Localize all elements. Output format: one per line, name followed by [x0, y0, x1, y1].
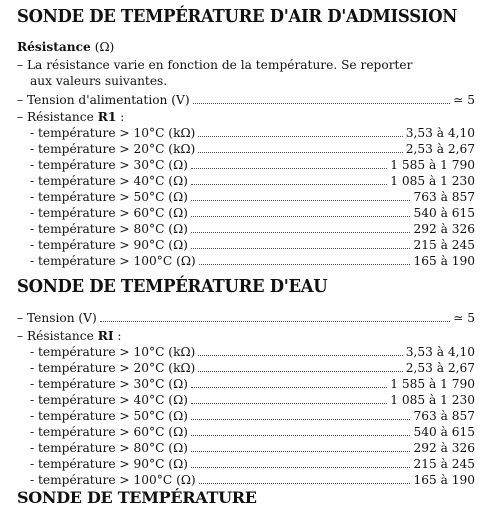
leader-dots [191, 451, 411, 452]
table-row [30, 141, 475, 157]
row-value: 3,53 à 4,10 [405, 345, 475, 359]
row-value: 1 085 à 1 230 [390, 174, 475, 188]
row-label: - température > 100°C (Ω) [30, 254, 196, 268]
r1-heading-bold: R1 [97, 110, 117, 124]
leader-dots [191, 403, 387, 404]
leader-dots [199, 264, 411, 265]
table-row [30, 125, 475, 141]
leader-dots [191, 467, 411, 468]
row-label: - température > 20°C (kΩ) [30, 142, 196, 156]
table-row [30, 237, 475, 253]
leader-dots [191, 168, 387, 169]
row-value: 540 à 615 [413, 425, 475, 439]
table-row [30, 189, 475, 205]
table-row [30, 344, 475, 360]
section-title-water: SONDE DE TEMPÉRATURE D'EAU [17, 276, 328, 297]
row-label: - température > 10°C (kΩ) [30, 345, 196, 359]
water-supply-voltage-value: ≃ 5 [453, 311, 475, 325]
r1-heading [17, 109, 475, 125]
row-label: - température > 60°C (Ω) [30, 206, 188, 220]
row-label: - température > 60°C (Ω) [30, 425, 188, 439]
description-line-1: – La résistance varie en fonction de la température. Se reporter [17, 58, 413, 72]
row-label: - température > 80°C (Ω) [30, 441, 188, 455]
row-value: 1 085 à 1 230 [390, 393, 475, 407]
row-value: 215 à 245 [413, 457, 475, 471]
row-label: - température > 30°C (Ω) [30, 377, 188, 391]
row-value: 3,53 à 4,10 [405, 126, 475, 140]
table-row [30, 221, 475, 237]
leader-dots [191, 184, 387, 185]
row-label: - température > 20°C (kΩ) [30, 361, 196, 375]
table-row [30, 360, 475, 376]
row-value: 763 à 857 [413, 409, 475, 423]
table-row [30, 253, 475, 269]
leader-dots [191, 248, 411, 249]
water-r1-heading-prefix: – Résistance [17, 329, 98, 343]
leader-dots [198, 136, 402, 137]
section-title-air-intake: SONDE DE TEMPÉRATURE D'AIR D'ADMISSION [17, 6, 458, 27]
resistance-heading-unit: (Ω) [94, 40, 115, 54]
row-value: 165 à 190 [413, 254, 475, 268]
leader-dots [198, 355, 402, 356]
leader-dots [191, 419, 411, 420]
table-row [30, 456, 475, 472]
table-row [30, 440, 475, 456]
water-supply-voltage-label: – Tension (V) [17, 311, 97, 325]
row-value: 292 à 326 [413, 222, 475, 236]
table-row [30, 157, 475, 173]
r1-heading-suffix: : [116, 110, 125, 124]
row-label: - température > 90°C (Ω) [30, 457, 188, 471]
leader-dots [198, 371, 402, 372]
leader-dots [191, 200, 411, 201]
supply-voltage-label: – Tension d'alimentation (V) [17, 93, 190, 107]
row-value: 165 à 190 [413, 473, 475, 487]
table-row [30, 424, 475, 440]
row-value: 763 à 857 [413, 190, 475, 204]
leader-dots [191, 216, 411, 217]
row-value: 1 585 à 1 790 [390, 158, 475, 172]
row-label: - température > 50°C (Ω) [30, 190, 188, 204]
description-line-2: aux valeurs suivantes. [30, 74, 168, 88]
table-row [30, 408, 475, 424]
resistance-heading [17, 39, 475, 55]
table-row [30, 376, 475, 392]
resistance-description [17, 57, 477, 89]
row-label: - température > 80°C (Ω) [30, 222, 188, 236]
r1-heading-prefix: – Résistance [17, 110, 98, 124]
leader-dots [199, 483, 411, 484]
leader-dots [193, 103, 451, 104]
water-r1-heading-bold: RI [97, 329, 114, 343]
table-row [30, 392, 475, 408]
row-value: 540 à 615 [413, 206, 475, 220]
next-section-heading-partial: SONDE DE TEMPÉRATURE [17, 488, 257, 507]
table-row [30, 173, 475, 189]
row-label: - température > 100°C (Ω) [30, 473, 196, 487]
row-label: - température > 10°C (kΩ) [30, 126, 196, 140]
leader-dots [191, 387, 387, 388]
row-value: 292 à 326 [413, 441, 475, 455]
supply-voltage-row [17, 92, 475, 108]
water-r1-heading-suffix: : [113, 329, 122, 343]
row-value: 215 à 245 [413, 238, 475, 252]
row-label: - température > 50°C (Ω) [30, 409, 188, 423]
table-row [30, 472, 475, 488]
water-r1-heading [17, 328, 475, 344]
water-supply-voltage-row [17, 310, 475, 326]
leader-dots [198, 152, 402, 153]
resistance-heading-label: Résistance [17, 40, 91, 54]
row-label: - température > 90°C (Ω) [30, 238, 188, 252]
table-row [30, 205, 475, 221]
row-value: 2,53 à 2,67 [405, 142, 475, 156]
row-label: - température > 40°C (Ω) [30, 174, 188, 188]
row-label: - température > 30°C (Ω) [30, 158, 188, 172]
leader-dots [100, 321, 450, 322]
supply-voltage-value: ≃ 5 [453, 93, 475, 107]
row-value: 2,53 à 2,67 [405, 361, 475, 375]
leader-dots [191, 435, 411, 436]
row-label: - température > 40°C (Ω) [30, 393, 188, 407]
leader-dots [191, 232, 411, 233]
row-value: 1 585 à 1 790 [390, 377, 475, 391]
